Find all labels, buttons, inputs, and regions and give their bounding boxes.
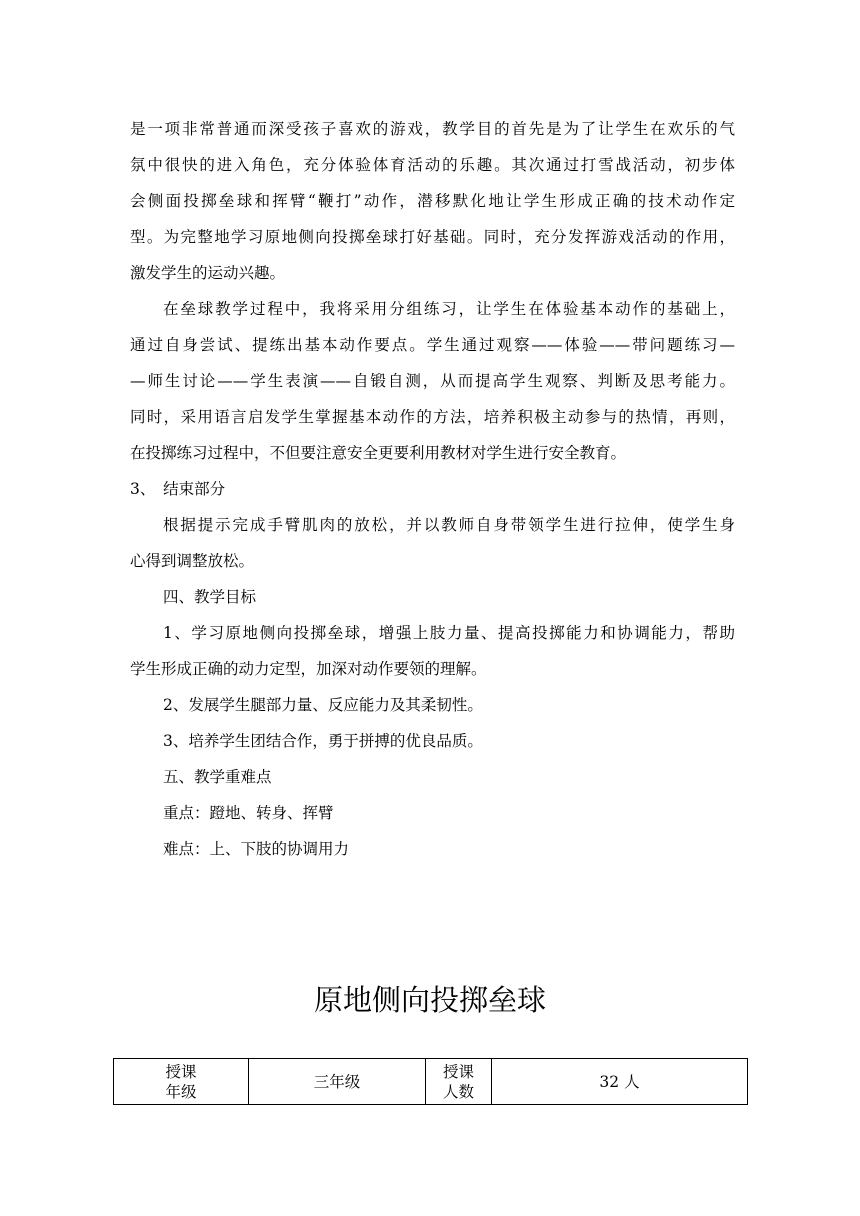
paragraph-line: 根据提示完成手臂肌肉的放松，并以教师自身带领学生进行拉伸，使学生身 [163, 516, 735, 534]
paragraph-line: 在垒球教学过程中，我将采用分组练习，让学生在体验基本动作的基础上， [163, 300, 735, 318]
paragraph-line: 激发学生的运动兴趣。 [130, 264, 286, 282]
paragraph-line: 通过自身尝试、提练出基本动作要点。学生通过观察——体验——带问题练习— [130, 336, 735, 354]
goal-item: 1、学习原地侧向投掷垒球，增强上肢力量、提高投掷能力和协调能力，帮助 [163, 624, 735, 642]
goal-item: 2、发展学生腿部力量、反应能力及其柔韧性。 [163, 696, 483, 714]
paragraph-line: —师生讨论——学生表演——自锻自测，从而提高学生观察、判断及思考能力。 [130, 372, 735, 390]
paragraph-line: 是一项非常普通而深受孩子喜欢的游戏，教学目的首先是为了让学生在欢乐的气 [130, 120, 735, 138]
grade-label-line: 授课 [165, 1062, 197, 1081]
table-row [114, 1059, 748, 1105]
paragraph-line: 同时，采用语言启发学生掌握基本动作的方法，培养积极主动参与的热情，再则， [130, 408, 735, 426]
key-point: 重点：蹬地、转身、挥臂 [163, 804, 334, 822]
paragraph-line: 会侧面投掷垒球和挥臂“鞭打”动作，潜移默化地让学生形成正确的技术动作定 [130, 192, 735, 210]
grade-value-cell: 三年级 [249, 1059, 426, 1105]
paragraph-line: 在投掷练习过程中，不但要注意安全更要利用教材对学生进行安全教育。 [130, 444, 627, 462]
count-value-cell: 32 人 [492, 1059, 748, 1105]
section-heading: 五、教学重难点 [163, 768, 272, 786]
goal-item: 学生形成正确的动力定型，加深对动作要领的理解。 [130, 660, 487, 678]
paragraph-line: 心得到调整放松。 [130, 552, 255, 570]
lesson-info-table [113, 1058, 748, 1105]
lesson-title: 原地侧向投掷垒球 [313, 983, 546, 1017]
paragraph-line: 氛中很快的进入角色，充分体验体育活动的乐趣。其次通过打雪战活动，初步体 [130, 156, 735, 174]
paragraph-line: 型。为完整地学习原地侧向投掷垒球打好基础。同时，充分发挥游戏活动的作用， [130, 228, 735, 246]
count-label-cell [426, 1059, 492, 1105]
grade-label-cell [114, 1059, 249, 1105]
grade-label-line: 年级 [165, 1082, 197, 1101]
goal-item: 3、培养学生团结合作，勇于拼搏的优良品质。 [163, 732, 483, 750]
difficulty-point: 难点：上、下肢的协调用力 [163, 840, 350, 858]
count-label-line: 授课 [442, 1062, 474, 1081]
section-heading: 3、 结束部分 [130, 480, 226, 498]
section-heading: 四、教学目标 [163, 588, 257, 606]
count-label-line: 人数 [442, 1082, 474, 1101]
